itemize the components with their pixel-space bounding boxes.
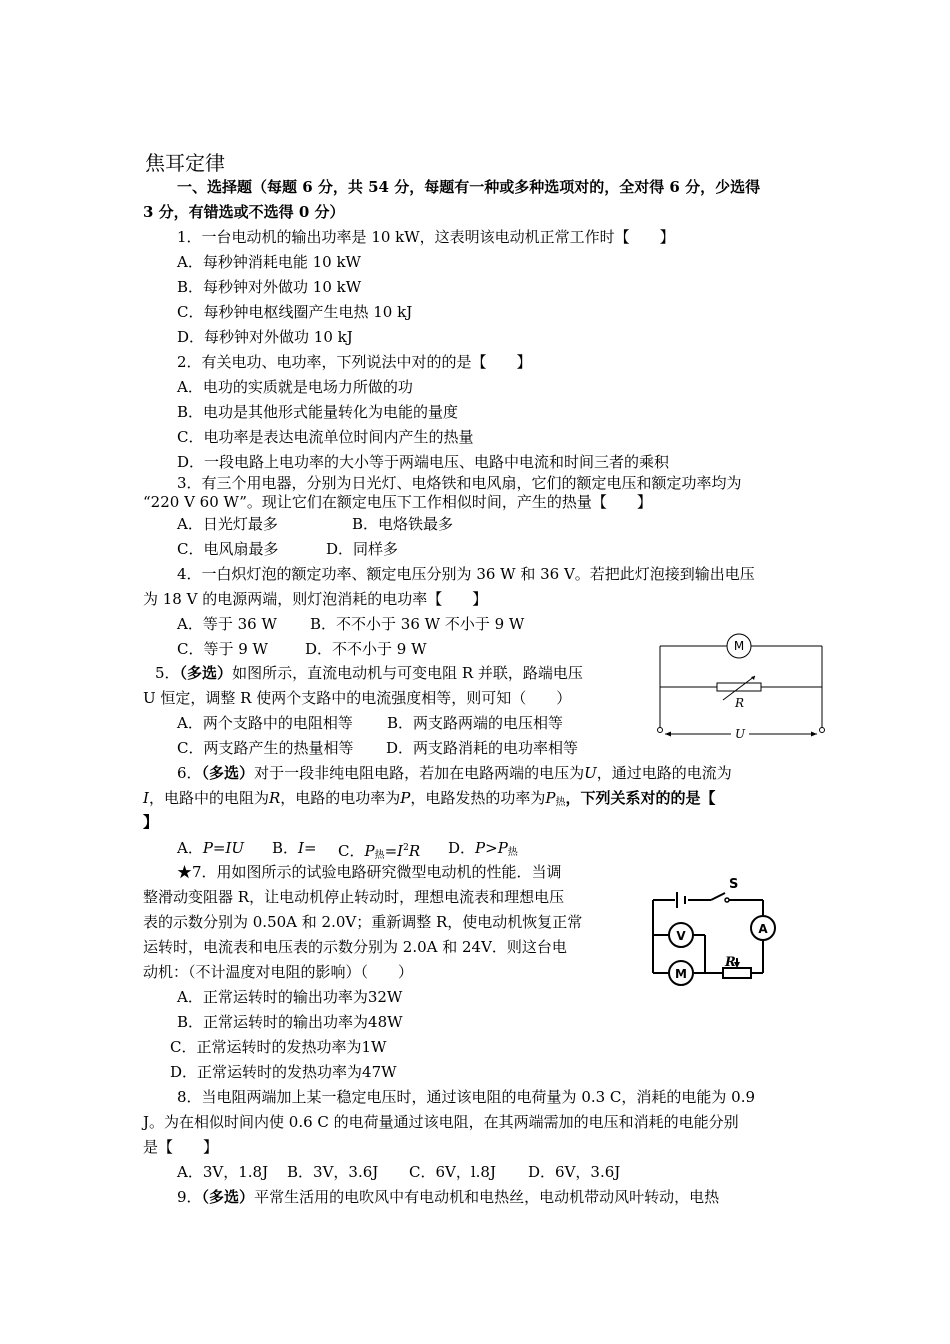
q8-option-b: B．3V，3.6J: [287, 1163, 379, 1181]
q5-option-d: D．两支路消耗的电功率相等: [386, 739, 579, 757]
section-header-line1: 一、选择题（每题 6 分，共 54 分，每题有一种或多种选项对的，全对得 6 分，少选得: [177, 178, 761, 196]
q4-option-c: C．等于 9 W: [177, 640, 268, 658]
section-header-line2: 3 分，有错选或不选得 0 分）: [143, 203, 345, 221]
q4-option-a: A．等于 36 W: [177, 615, 277, 633]
q6-stem-text-6: ，下列关系对的的是【: [565, 789, 716, 807]
q7-fig-a-label: A: [758, 922, 768, 936]
q2-stem: 2．有关电功、电功率，下列说法中对的的是【 】: [177, 353, 532, 371]
q6-option-a-letter: A．: [177, 839, 203, 857]
q5-fig-m-label: M: [733, 639, 745, 653]
q2-option-a: A．电功的实质就是电场力所做的功: [177, 378, 413, 396]
q6-symbol-p-heat: P: [545, 789, 556, 807]
q9-stem-text: 平常生活用的电吹风中有电动机和电热丝，电动机带动风叶转动，电热: [254, 1188, 720, 1206]
q5-stem-text: 如图所示，直流电动机与可变电阻 R 并联，路端电压: [232, 664, 583, 682]
q6-number: 6．: [177, 764, 202, 782]
q6-option-c-sup: 2: [403, 843, 409, 853]
q7-stem-line4: 运转时，电流表和电压表的示数分别为 2.0A 和 24V．则这台电: [143, 938, 567, 956]
q7-option-d: D．正常运转时的发热功率为47W: [170, 1063, 397, 1081]
q3-option-a: A．日光灯最多: [177, 515, 278, 533]
q5-option-c: C．两支路产生的热量相等: [177, 739, 354, 757]
q6-symbol-i: I: [143, 789, 149, 807]
q6-option-a-formula: P=IU: [202, 839, 245, 857]
q9-stem-line1: [177, 1187, 719, 1207]
q1-stem: 1．一台电动机的输出功率是 10 kW，这表明该电动机正常工作时【 】: [177, 228, 675, 246]
q6-symbol-p: P: [400, 789, 411, 807]
q4-option-d: D．不不小于 9 W: [305, 640, 427, 658]
q5-multi-tag: （多选）: [179, 664, 233, 682]
q6-multi-tag: （多选）: [201, 764, 255, 782]
q7-stem-line5: 动机：（不计温度对电阻的影响）（ ）: [143, 963, 414, 981]
q6-stem-text-5: ，电路发热的功率为: [410, 789, 546, 807]
q6-stem-line2: [143, 788, 715, 813]
q2-option-b: B．电功是其他形式能量转化为电能的量度: [177, 403, 459, 421]
q7-circuit-diagram: [645, 878, 780, 993]
q6-option-c-letter: C．: [338, 842, 365, 860]
q5-fig-u-label: U: [734, 727, 746, 741]
q3-stem-line1: 3．有三个用电器，分别为日光灯、电烙铁和电风扇，它们的额定电压和额定功率均为: [177, 474, 742, 492]
q8-stem-line1: 8．当电阻两端加上某一稳定电压时，通过该电阻的电荷量为 0.3 C，消耗的电能为 0.9: [177, 1088, 756, 1106]
q4-stem-line2: 为 18 V 的电源两端，则灯泡消耗的电功率【 】: [143, 590, 488, 608]
q6-option-c-i: =I: [384, 842, 404, 860]
q6-option-b: [272, 838, 317, 858]
q7-fig-s-label: S: [729, 878, 739, 892]
q5-stem-line2: U 恒定，调整 R 使两个支路中的电流强度相等，则可知（ ）: [143, 689, 572, 707]
q6-option-c-r: R: [408, 842, 421, 860]
q3-option-c: C．电风扇最多: [177, 540, 279, 558]
q7-stem-line1: ★7．用如图所示的试验电路研究微型电动机的性能．当调: [177, 863, 562, 881]
q7-option-c: C．正常运转时的发热功率为1W: [170, 1038, 387, 1056]
q7-stem-line2: 整滑动变阻器 R，让电动机停止转动时，理想电流表和理想电压: [143, 888, 565, 906]
q6-option-d-sub: 热: [507, 847, 518, 858]
q1-option-a: A．每秒钟消耗电能 10 kW: [177, 253, 361, 271]
q7-fig-v-label: V: [676, 929, 686, 943]
q6-option-b-letter: B．: [272, 839, 299, 857]
q6-symbol-r: R: [268, 789, 281, 807]
q7-option-a: A．正常运转时的输出功率为32W: [177, 988, 403, 1006]
q1-option-d: D．每秒钟对外做功 10 kJ: [177, 328, 353, 346]
q6-option-c-p: P: [364, 842, 375, 860]
q2-option-c: C．电功率是表达电流单位时间内产生的热量: [177, 428, 474, 446]
q3-option-b: B．电烙铁最多: [352, 515, 454, 533]
q5-number: 5．: [155, 664, 180, 682]
q6-stem-line3: 】: [143, 813, 159, 831]
q6-symbol-u: U: [584, 764, 597, 782]
q6-option-a: [177, 838, 244, 858]
q8-option-a: A．3V，1.8J: [177, 1163, 269, 1181]
q5-option-a: A．两个支路中的电阻相等: [177, 714, 353, 732]
q6-option-b-formula: I=: [298, 839, 317, 857]
q8-option-c: C．6V，l.8J: [409, 1163, 496, 1181]
q1-option-c: C．每秒钟电枢线圈产生电热 10 kJ: [177, 303, 413, 321]
q9-number: 9．: [177, 1188, 202, 1206]
page-title: 焦耳定律: [145, 151, 225, 175]
q7-fig-m-label: M: [675, 967, 687, 981]
q6-stem-text-1: 对于一段非纯电阻电路，若加在电路两端的电压为: [254, 764, 585, 782]
q5-stem-line1: [155, 663, 583, 683]
q6-stem-text-2: ，通过电路的电流为: [596, 764, 732, 782]
q6-option-c-sub: 热: [374, 850, 385, 861]
q8-stem-line2: J。为在相似时间内使 0.6 C 的电荷量通过该电阻，在其两端需加的电压和消耗的电能分别: [143, 1113, 739, 1131]
q6-option-d: [448, 838, 518, 863]
q8-option-d: D．6V，3.6J: [528, 1163, 621, 1181]
q4-stem-line1: 4．一白炽灯泡的额定功率、额定电压分别为 36 W 和 36 V。若把此灯泡接到输出电压: [177, 565, 755, 583]
q3-option-d: D．同样多: [326, 540, 399, 558]
q9-multi-tag: （多选）: [201, 1188, 255, 1206]
q6-stem-text-3: ，电路中的电阻为: [148, 789, 269, 807]
q6-stem-text-4: ，电路的电功率为: [280, 789, 401, 807]
q4-option-b: B．不不小于 36 W 不小于 9 W: [310, 615, 525, 633]
q2-option-d: D．一段电路上电功率的大小等于两端电压、电路中电流和时间三者的乘积: [177, 453, 670, 471]
q6-stem-line1: [177, 763, 732, 783]
q3-stem-line2: “220 V 60 W”。现让它们在额定电压下工作相似时间，产生的热量【 】: [143, 493, 652, 511]
q6-option-d-letter: D．: [448, 839, 476, 857]
q8-stem-line3: 是【 】: [143, 1138, 219, 1156]
q6-option-d-formula: P>P: [475, 839, 508, 857]
q5-option-b: B．两支路两端的电压相等: [387, 714, 564, 732]
q5-circuit-diagram: [655, 630, 830, 742]
q5-fig-r-label: R: [735, 696, 745, 710]
q7-stem-line3: 表的示数分别为 0.50A 和 2.0V；重新调整 R，使电动机恢复正常: [143, 913, 583, 931]
q6-sub-heat: 热: [555, 797, 566, 808]
q7-option-b: B．正常运转时的输出功率为48W: [177, 1013, 403, 1031]
q1-option-b: B．每秒钟对外做功 10 kW: [177, 278, 362, 296]
q7-fig-r-label: R: [725, 955, 736, 970]
